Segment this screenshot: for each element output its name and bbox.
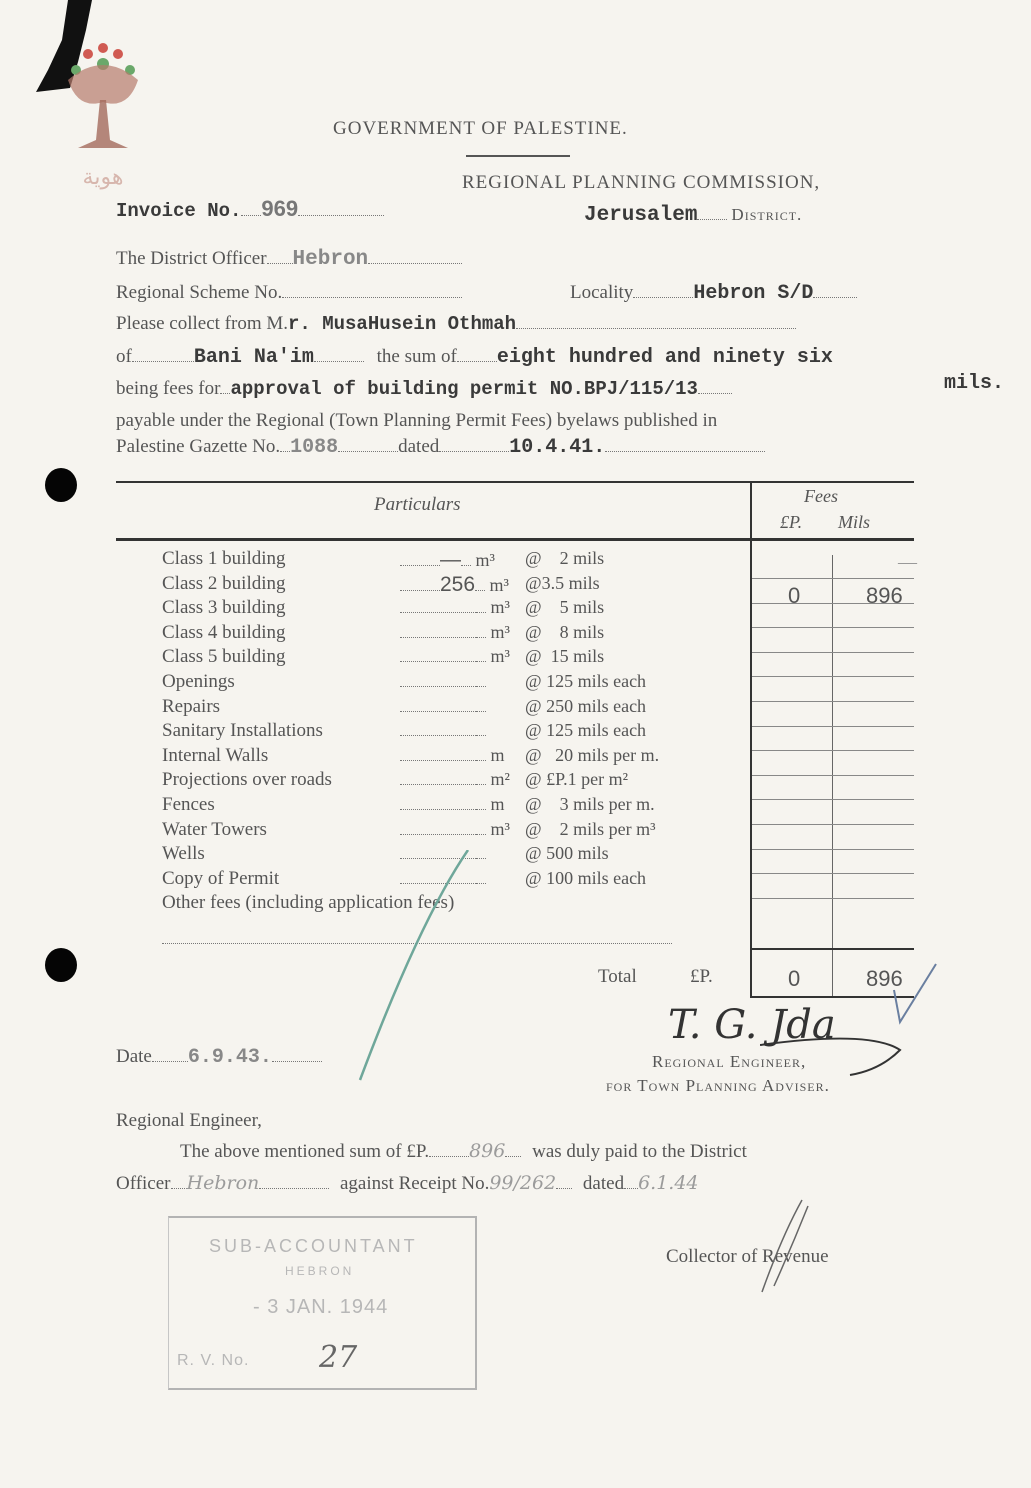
- receipt-line-1: The above mentioned sum of £P. 896 was duly paid to the District: [180, 1140, 747, 1162]
- fee-row-rate: @ 2 mils: [525, 548, 605, 568]
- stamp-line-3: - 3 JAN. 1944: [253, 1296, 389, 1318]
- fee-row-cell-rule: [752, 726, 914, 727]
- class2-pounds: 0: [788, 583, 801, 608]
- fee-row-quantity: [400, 696, 486, 717]
- collect-line: Please collect from M.r. MusaHusein Othmah: [116, 313, 796, 335]
- fee-row-rate: @ 8 mils: [525, 622, 605, 642]
- total-currency: £P.: [690, 966, 713, 987]
- collector-label: Collector of Revenue: [666, 1246, 829, 1267]
- table-fees-divider: [750, 481, 752, 998]
- fee-row-label: Fences: [162, 794, 215, 815]
- fee-row-label: Class 2 building: [162, 573, 286, 594]
- sum-unit: mils.: [944, 372, 1005, 395]
- fee-row-label: Class 3 building: [162, 597, 286, 618]
- fee-row-quantity: m²: [400, 769, 510, 790]
- tree-logo-icon: [58, 40, 148, 160]
- date-line: Date 6.9.43.: [116, 1046, 322, 1069]
- fee-row-rate: @ 2 mils per m³: [525, 819, 656, 839]
- collector-signature: [752, 1196, 812, 1296]
- fee-row-label: Other fees (including application fees): [162, 892, 455, 913]
- fee-row-cell-rule: [752, 627, 914, 628]
- date-value: 6.9.43.: [187, 1046, 272, 1069]
- fee-row-cell-rule: [752, 652, 914, 653]
- fee-row-label: Internal Walls: [162, 745, 269, 766]
- invoice-number: 969: [261, 196, 299, 221]
- fee-row-cell-rule: [752, 824, 914, 825]
- invoice-line: [116, 196, 384, 222]
- fee-row-label: Projections over roads: [162, 769, 332, 790]
- fee-row-quantity: m³: [400, 646, 510, 667]
- fee-row-label: Copy of Permit: [162, 868, 280, 889]
- fee-row-label: Water Towers: [162, 819, 267, 840]
- stamp-line-1: SUB-ACCOUNTANT: [209, 1236, 418, 1256]
- tick-mark: [890, 960, 940, 1030]
- fee-row-rate: @ £P.1 per m²: [525, 769, 628, 789]
- of-line: of Bani Na'im the sum of eight hundred and ninety six: [116, 346, 833, 369]
- fee-row-label: Sanitary Installations: [162, 720, 323, 741]
- receipt-officer-value: Hebron: [186, 1172, 260, 1194]
- district-label: District.: [731, 205, 803, 224]
- of-value: Bani Na'im: [193, 346, 314, 369]
- receipt-number: 99/262: [489, 1172, 557, 1194]
- gazette-value: 1088: [290, 436, 339, 459]
- fees-for-value: approval of building permit NO.BPJ/115/13: [230, 378, 698, 400]
- punch-hole-bottom: [45, 948, 77, 982]
- fee-row-quantity: m³: [400, 597, 510, 618]
- fee-row-rate: @ 250 mils each: [525, 696, 647, 716]
- total-label: Total: [598, 966, 637, 987]
- tree-logo: [58, 40, 148, 210]
- fee-row-rate: @ 100 mils each: [525, 868, 647, 888]
- gazette-dated-value: 10.4.41.: [509, 436, 606, 459]
- fee-row-quantity: — m³: [400, 548, 495, 572]
- fee-row-rate: @ 5 mils: [525, 597, 605, 617]
- fee-row-label: Class 1 building: [162, 548, 286, 569]
- fee-row-rate: @ 15 mils: [525, 646, 605, 666]
- fee-row-label: Openings: [162, 671, 235, 692]
- stamp-rv-label: R. V. No.: [177, 1352, 250, 1369]
- fee-row-label: Class 4 building: [162, 622, 286, 643]
- stamp-line-2: HEBRON: [285, 1264, 355, 1278]
- class2-mils: 896: [866, 583, 903, 608]
- fee-row-cell-rule: [752, 849, 914, 850]
- fee-row-cell-rule: [752, 578, 914, 579]
- fee-row-quantity: [400, 720, 486, 741]
- pounds-header: £P.: [780, 512, 803, 532]
- stamp-rv-value: 27: [319, 1340, 358, 1375]
- government-title: GOVERNMENT OF PALESTINE.: [333, 118, 628, 139]
- fee-row-label: Wells: [162, 843, 205, 864]
- engineer-subtitle: for Town Planning Adviser.: [606, 1076, 830, 1095]
- table-header-rule: [116, 538, 914, 541]
- particulars-header: Particulars: [374, 494, 461, 515]
- locality-value: Hebron S/D: [693, 282, 814, 305]
- table-mils-divider: [832, 555, 833, 998]
- fee-row-cell-rule: [752, 775, 914, 776]
- fee-row-cell-rule: [752, 676, 914, 677]
- fee-row-quantity: m³: [400, 622, 510, 643]
- district-officer-line: The District Officer Hebron: [116, 248, 462, 271]
- sum-value: eight hundred and ninety six: [496, 346, 833, 369]
- fee-row-rate: @ 500 mils: [525, 843, 609, 863]
- table-top-rule: [116, 481, 914, 483]
- fee-row-label: Class 5 building: [162, 646, 286, 667]
- punch-hole-top: [45, 468, 77, 502]
- mils-header: Mils: [838, 512, 871, 532]
- scheme-line: Regional Scheme No.: [116, 282, 462, 304]
- fee-row-quantity: m: [400, 745, 505, 766]
- fee-row-label: Repairs: [162, 696, 221, 717]
- engineer-title: Regional Engineer,: [652, 1052, 807, 1071]
- fee-row-rate: @ 125 mils each: [525, 720, 647, 740]
- invoice-label: Invoice No.: [116, 200, 242, 222]
- commission-title: REGIONAL PLANNING COMMISSION,: [462, 172, 821, 193]
- fee-row-cell-rule: [752, 873, 914, 874]
- fee-row-quantity: 256 m³: [400, 573, 509, 597]
- total-top-rule: [750, 948, 914, 950]
- district-line: [584, 204, 802, 227]
- logo-lettering: هوية: [82, 165, 124, 190]
- fee-row-rate: @ 20 mils per m.: [525, 745, 660, 765]
- engineer-signature: T. G. Jda: [668, 1002, 836, 1048]
- fee-row-quantity: m: [400, 794, 505, 815]
- receipt-dated-value: 6.1.44: [638, 1172, 699, 1194]
- receipt-addressee: Regional Engineer,: [116, 1110, 262, 1131]
- total-pounds: 0: [788, 966, 801, 991]
- class1-mils-dash: —: [898, 552, 917, 573]
- fee-row-quantity: m³: [400, 819, 510, 840]
- gazette-line: Palestine Gazette No. 1088 dated 10.4.41.: [116, 436, 765, 459]
- fee-row-quantity: [400, 671, 486, 692]
- fee-row-cell-rule: [752, 750, 914, 751]
- fees-for-line: being fees for approval of building permit NO.BPJ/115/13: [116, 378, 732, 400]
- receipt-amount: 896: [469, 1140, 506, 1162]
- collect-value: r. MusaHusein Othmah: [288, 313, 517, 335]
- fee-row-rate: @ 3 mils per m.: [525, 794, 655, 814]
- payable-line: payable under the Regional (Town Planning Permit Fees) byelaws published in: [116, 410, 718, 431]
- fee-row-cell-rule: [752, 799, 914, 800]
- fee-row-rate: @3.5 mils: [525, 573, 600, 593]
- accountant-stamp: [168, 1216, 477, 1390]
- pen-stroke: [350, 850, 470, 1090]
- locality-line: Locality Hebron S/D: [570, 282, 857, 305]
- fee-row-cell-rule: [752, 898, 914, 899]
- header-rule: [466, 155, 570, 157]
- fee-row-cell-rule: [752, 701, 914, 702]
- receipt-line-2: Officer Hebron against Receipt No.99/262 dated 6.1.44: [116, 1172, 699, 1194]
- fee-row-rate: @ 125 mils each: [525, 671, 647, 691]
- fees-header: Fees: [804, 486, 838, 506]
- total-mils: 896: [866, 966, 903, 991]
- district-value: Jerusalem: [584, 204, 698, 227]
- district-officer-value: Hebron: [292, 248, 369, 271]
